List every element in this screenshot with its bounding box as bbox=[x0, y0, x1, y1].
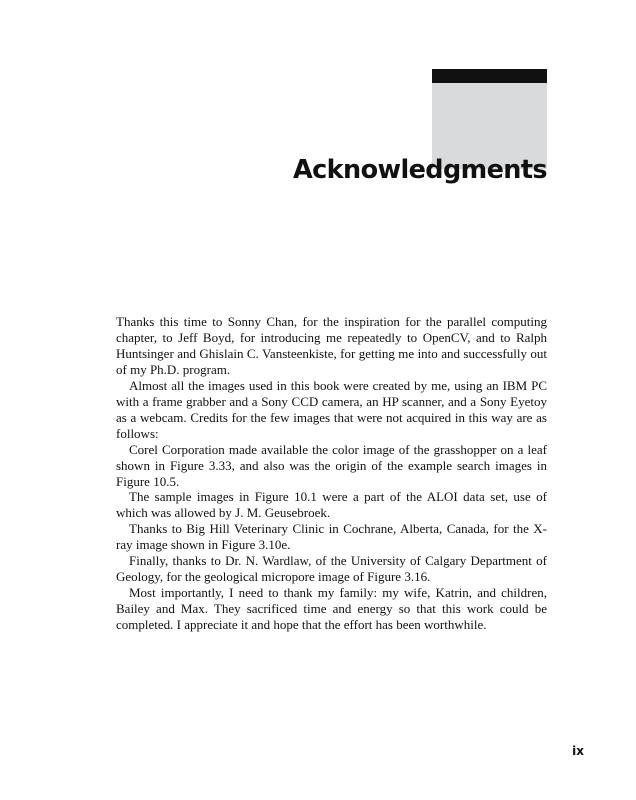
page-number: ix bbox=[572, 744, 584, 758]
paragraph: Corel Corporation made available the color image of the grasshopper on a leaf shown in Figure 3.33, and also was the origin of the example search images in Figure 10.5. bbox=[116, 441, 547, 489]
paragraph: Thanks to Big Hill Veterinary Clinic in Cochrane, Alberta, Canada, for the X-ray image shown in Figure 3.10e. bbox=[116, 521, 547, 553]
chapter-title: Acknowledgments bbox=[293, 155, 547, 185]
paragraph: Almost all the images used in this book were created by me, using an IBM PC with a frame grabber and a Sony CCD camera, an HP scanner, and a Sony Eyetoy as a webcam. Credits for the few images that were not acquired in this way are as follows: bbox=[116, 377, 547, 441]
paragraph: Most importantly, I need to thank my family: my wife, Katrin, and children, Bailey and Max. They sacrificed time and energy so that this work could be completed. I appreciate it and hope that the effort has been worthwhile. bbox=[116, 585, 547, 633]
chapter-tab-bar bbox=[432, 69, 547, 83]
paragraph: Thanks this time to Sonny Chan, for the inspiration for the parallel computing chapter, to Jeff Boyd, for introducing me repeatedly to OpenCV, and to Ralph Huntsinger and Ghislain C. Vansteenkiste, for getting me into and successfully out of my Ph.D. program. bbox=[116, 314, 547, 377]
paragraph: Finally, thanks to Dr. N. Wardlaw, of the University of Calgary Department of Geology, for the geological micropore image of Figure 3.16. bbox=[116, 553, 547, 585]
paragraph: The sample images in Figure 10.1 were a part of the ALOI data set, use of which was allowed by J. M. Geusebroek. bbox=[116, 489, 547, 521]
acknowledgments-body bbox=[116, 314, 547, 633]
